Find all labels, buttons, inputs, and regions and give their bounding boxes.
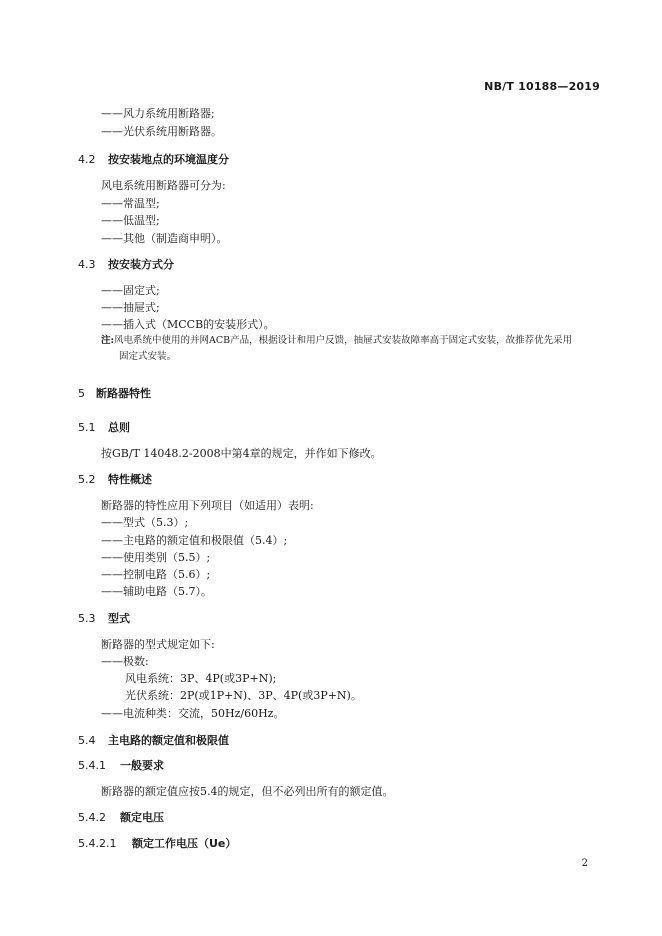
section-number: 5 (78, 387, 85, 400)
section-number: 5.4.1 (78, 759, 106, 772)
list-item: ——常温型; (101, 197, 160, 210)
sub-list-item: 光伏系统：2P(或1P+N)、3P、4P(或3P+N)。 (125, 689, 362, 702)
section-heading-5-3 (78, 612, 130, 625)
section-number: 4.2 (78, 153, 96, 166)
list-item: ——极数: (101, 655, 149, 668)
section-title: 额定电压 (120, 811, 164, 824)
section-heading-5 (78, 387, 151, 400)
list-item: ——风力系统用断路器; (101, 107, 215, 120)
section-number: 5.4 (78, 734, 96, 747)
list-item: ——电流种类：交流，50Hz/60Hz。 (101, 707, 285, 720)
section-heading-5-2 (78, 473, 152, 486)
note-text: 风电系统中使用的并网ACB产品，根据设计和用户反馈，抽屉式安装故障率高于固定式安装，故推荐优先采用 (114, 335, 573, 346)
section-title: 主电路的额定值和极限值 (108, 734, 229, 747)
section-heading-5-4 (78, 734, 229, 747)
section-number: 5.1 (78, 421, 96, 434)
paragraph: 风电系统用断路器可分为: (101, 179, 226, 192)
page-number: 2 (581, 858, 588, 869)
section-number: 5.4.2.1 (78, 837, 117, 850)
list-item: ——其他（制造商申明）。 (101, 232, 228, 245)
sub-list-item: 风电系统：3P、4P(或3P+N); (125, 672, 277, 685)
note-label: 注: (101, 335, 115, 346)
section-heading-5-4-2-1 (78, 837, 236, 850)
section-title: 特性概述 (108, 473, 152, 486)
section-title: 按安装地点的环境温度分 (108, 153, 229, 166)
section-number: 5.4.2 (78, 811, 106, 824)
section-number: 5.3 (78, 612, 96, 625)
section-title: 一般要求 (120, 759, 164, 772)
section-title: 总则 (108, 421, 130, 434)
section-title: 型式 (108, 612, 130, 625)
list-item: ——固定式; (101, 284, 160, 297)
list-item: ——抽屉式; (101, 301, 160, 314)
list-item: ——光伏系统用断路器。 (101, 125, 222, 138)
section-number: 5.2 (78, 473, 96, 486)
document-id-header: NB/T 10188—2019 (484, 80, 600, 93)
list-item: ——主电路的额定值和极限值（5.4）; (101, 534, 288, 547)
section-heading-4-2 (78, 153, 229, 166)
section-heading-4-3 (78, 258, 174, 271)
list-item: ——辅助电路（5.7）。 (101, 585, 212, 598)
list-item: ——低温型; (101, 214, 160, 227)
section-title: 按安装方式分 (108, 258, 174, 271)
section-title: 额定工作电压（Ue） (132, 837, 237, 850)
list-item: ——插入式（MCCB的安装形式）。 (101, 318, 275, 331)
list-item: ——使用类别（5.5）; (101, 551, 211, 564)
note (101, 335, 572, 347)
section-heading-5-1 (78, 421, 130, 434)
list-item: ——型式（5.3）; (101, 516, 189, 529)
paragraph: 断路器的额定值应按5.4的规定，但不必列出所有的额定值。 (101, 785, 394, 798)
section-title: 断路器特性 (96, 387, 151, 400)
list-item: ——控制电路（5.6）; (101, 568, 211, 581)
paragraph: 断路器的型式规定如下: (101, 638, 215, 651)
section-number: 4.3 (78, 258, 96, 271)
paragraph: 断路器的特性应用下列项目（如适用）表明: (101, 499, 314, 512)
note-continuation: 固定式安装。 (119, 351, 177, 362)
section-heading-5-4-2 (78, 811, 164, 824)
section-heading-5-4-1 (78, 759, 164, 772)
paragraph: 按GB/T 14048.2-2008中第4章的规定，并作如下修改。 (101, 447, 382, 460)
